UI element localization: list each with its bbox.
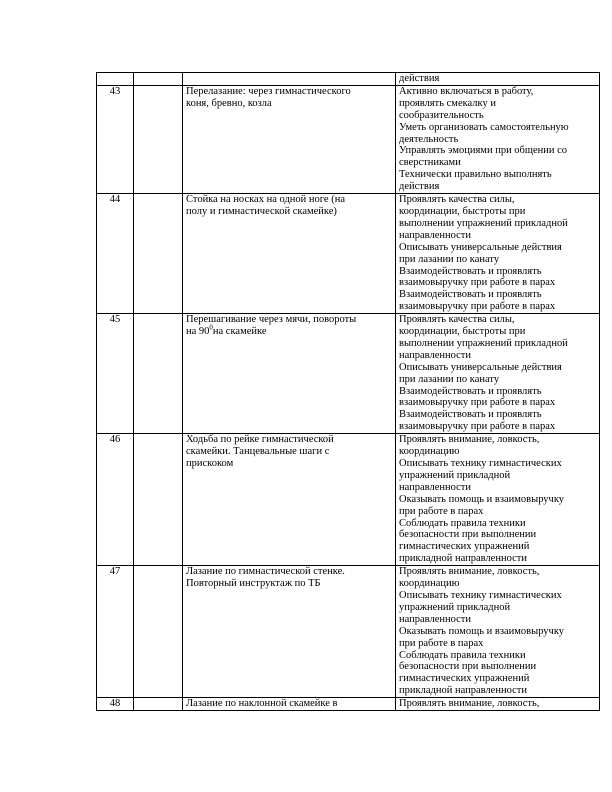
activity-line: прикладной направленности	[399, 685, 527, 697]
activity-line: Уметь организовать самостоятельную	[399, 121, 569, 133]
activities-cell	[396, 698, 600, 711]
lesson-number-cell	[97, 698, 134, 711]
empty-cell	[134, 194, 183, 314]
activities-cell	[396, 434, 600, 566]
table-row	[97, 566, 600, 698]
activity-line: Проявлять внимание, ловкость,	[399, 698, 540, 710]
activity-line: Описывать универсальные действия	[399, 361, 562, 373]
empty-cell	[134, 314, 183, 434]
activity-line: взаимовыручку при работе в парах	[399, 397, 556, 409]
activity-line: упражнений прикладной	[399, 601, 511, 613]
activity-line: при работе в парах	[399, 637, 484, 649]
activity-line: прикладной направленности	[399, 553, 527, 565]
activity-line: Проявлять качества силы,	[399, 314, 515, 326]
lesson-plan-table	[96, 72, 600, 711]
activity-line: безопасности при выполнении	[399, 529, 537, 541]
degree-superscript: 0	[209, 323, 213, 332]
activity-line: гимнастических упражнений	[399, 541, 530, 553]
activities-cell	[396, 314, 600, 434]
activity-line: взаимовыручку при работе в парах	[399, 277, 556, 289]
activity-line: проявлять смекалку и	[399, 97, 496, 109]
activity-line: Взаимодействовать и проявлять	[399, 409, 542, 421]
activity-line: упражнений прикладной	[399, 469, 511, 481]
activity-line: направленности	[399, 349, 472, 361]
topic-cell	[183, 434, 396, 566]
lesson-number: 47	[109, 566, 121, 578]
activity-line: Оказывать помощь и взаимовыручку	[399, 493, 565, 505]
topic-line: Лазание по наклонной скамейке в	[186, 698, 338, 710]
activity-line: выполнении упражнений прикладной	[399, 217, 568, 229]
topic-line: полу и гимнастической скамейке)	[186, 205, 337, 217]
lesson-number-cell	[97, 566, 134, 698]
activity-line: направленности	[399, 613, 472, 625]
activity-line: Активно включаться в работу,	[399, 85, 534, 97]
topic-line: Стойка на носках на одной ноге (на	[186, 194, 345, 206]
lesson-number: 46	[109, 434, 121, 446]
activity-line: при лазании по канату	[399, 373, 500, 385]
lesson-number-cell	[97, 194, 134, 314]
activity-line: Технически правильно выполнять	[399, 169, 552, 181]
lesson-number-cell	[97, 85, 134, 193]
lesson-number-cell	[97, 434, 134, 566]
activity-line: Управлять эмоциями при общении со	[399, 145, 568, 157]
topic-cell	[183, 85, 396, 193]
table-row	[97, 85, 600, 193]
topic-line	[186, 323, 392, 338]
table-row	[97, 73, 600, 86]
activities-cell	[396, 194, 600, 314]
empty-cell	[134, 85, 183, 193]
activity-line: Описывать универсальные действия	[399, 241, 562, 253]
activity-line: Проявлять внимание, ловкость,	[399, 566, 540, 578]
activity-line: координации, быстроты при	[399, 205, 526, 217]
table-row	[97, 698, 600, 711]
activities-cell	[396, 85, 600, 193]
activity-line: направленности	[399, 229, 472, 241]
activity-line: Оказывать помощь и взаимовыручку	[399, 625, 565, 637]
activity-line: при лазании по канату	[399, 253, 500, 265]
topic-line: скамейки. Танцевальные шаги с	[186, 446, 330, 458]
activity-line: координацию	[399, 578, 460, 590]
activity-line: действия	[399, 73, 440, 84]
table-row	[97, 434, 600, 566]
table-row	[97, 194, 600, 314]
lesson-number: 44	[109, 194, 121, 206]
topic-cell	[183, 566, 396, 698]
topic-cell	[183, 698, 396, 711]
topic-text: на 90	[186, 326, 210, 338]
activity-line: Взаимодействовать и проявлять	[399, 289, 542, 301]
activity-line: сообразительность	[399, 109, 484, 121]
topic-text: на скамейке	[212, 326, 267, 338]
activity-line: взаимовыручку при работе в парах	[399, 301, 556, 313]
topic-line: Перешагивание через мячи, повороты	[186, 314, 357, 326]
activity-line: выполнении упражнений прикладной	[399, 337, 568, 349]
activity-line: Проявлять внимание, ловкость,	[399, 434, 540, 446]
activity-line: Взаимодействовать и проявлять	[399, 265, 542, 277]
activities-cell	[396, 73, 600, 86]
empty-cell	[134, 434, 183, 566]
topic-line: Повторный инструктаж по ТБ	[186, 578, 321, 590]
topic-cell	[183, 194, 396, 314]
activity-line: направленности	[399, 481, 472, 493]
activity-line: Описывать технику гимнастических	[399, 590, 562, 601]
empty-cell	[134, 698, 183, 711]
empty-cell	[134, 566, 183, 698]
topic-line: Лазание по гимнастической стенке.	[186, 566, 345, 578]
activity-line: координации, быстроты при	[399, 326, 526, 338]
topic-cell	[183, 314, 396, 434]
activity-line: Проявлять качества силы,	[399, 194, 515, 206]
activity-line: действия	[399, 181, 440, 193]
lesson-number-cell	[97, 314, 134, 434]
activities-cell	[396, 566, 600, 698]
activity-line: при работе в парах	[399, 505, 484, 517]
activity-line: Соблюдать правила техники	[399, 517, 526, 529]
activity-line: Взаимодействовать и проявлять	[399, 385, 542, 397]
table-row	[97, 314, 600, 434]
lesson-number: 43	[109, 85, 121, 97]
activity-line: деятельность	[399, 133, 459, 145]
topic-cell	[183, 73, 396, 86]
topic-line: Ходьба по рейке гимнастической	[186, 434, 334, 446]
activity-line: Соблюдать правила техники	[399, 649, 526, 661]
activity-line: сверстниками	[399, 157, 461, 169]
empty-cell	[134, 73, 183, 86]
lesson-number-cell	[97, 73, 134, 86]
activity-line: координацию	[399, 446, 460, 458]
lesson-number: 45	[109, 314, 121, 326]
activity-line: взаимовыручку при работе в парах	[399, 421, 556, 433]
activity-line: Описывать технику гимнастических	[399, 458, 562, 469]
topic-line: Перелазание: через гимнастического	[186, 85, 351, 97]
activity-line: гимнастических упражнений	[399, 673, 530, 685]
activity-line: безопасности при выполнении	[399, 661, 537, 673]
lesson-number: 48	[109, 698, 121, 710]
topic-line: коня, бревно, козла	[186, 97, 272, 109]
topic-line: прискоком	[186, 458, 234, 469]
